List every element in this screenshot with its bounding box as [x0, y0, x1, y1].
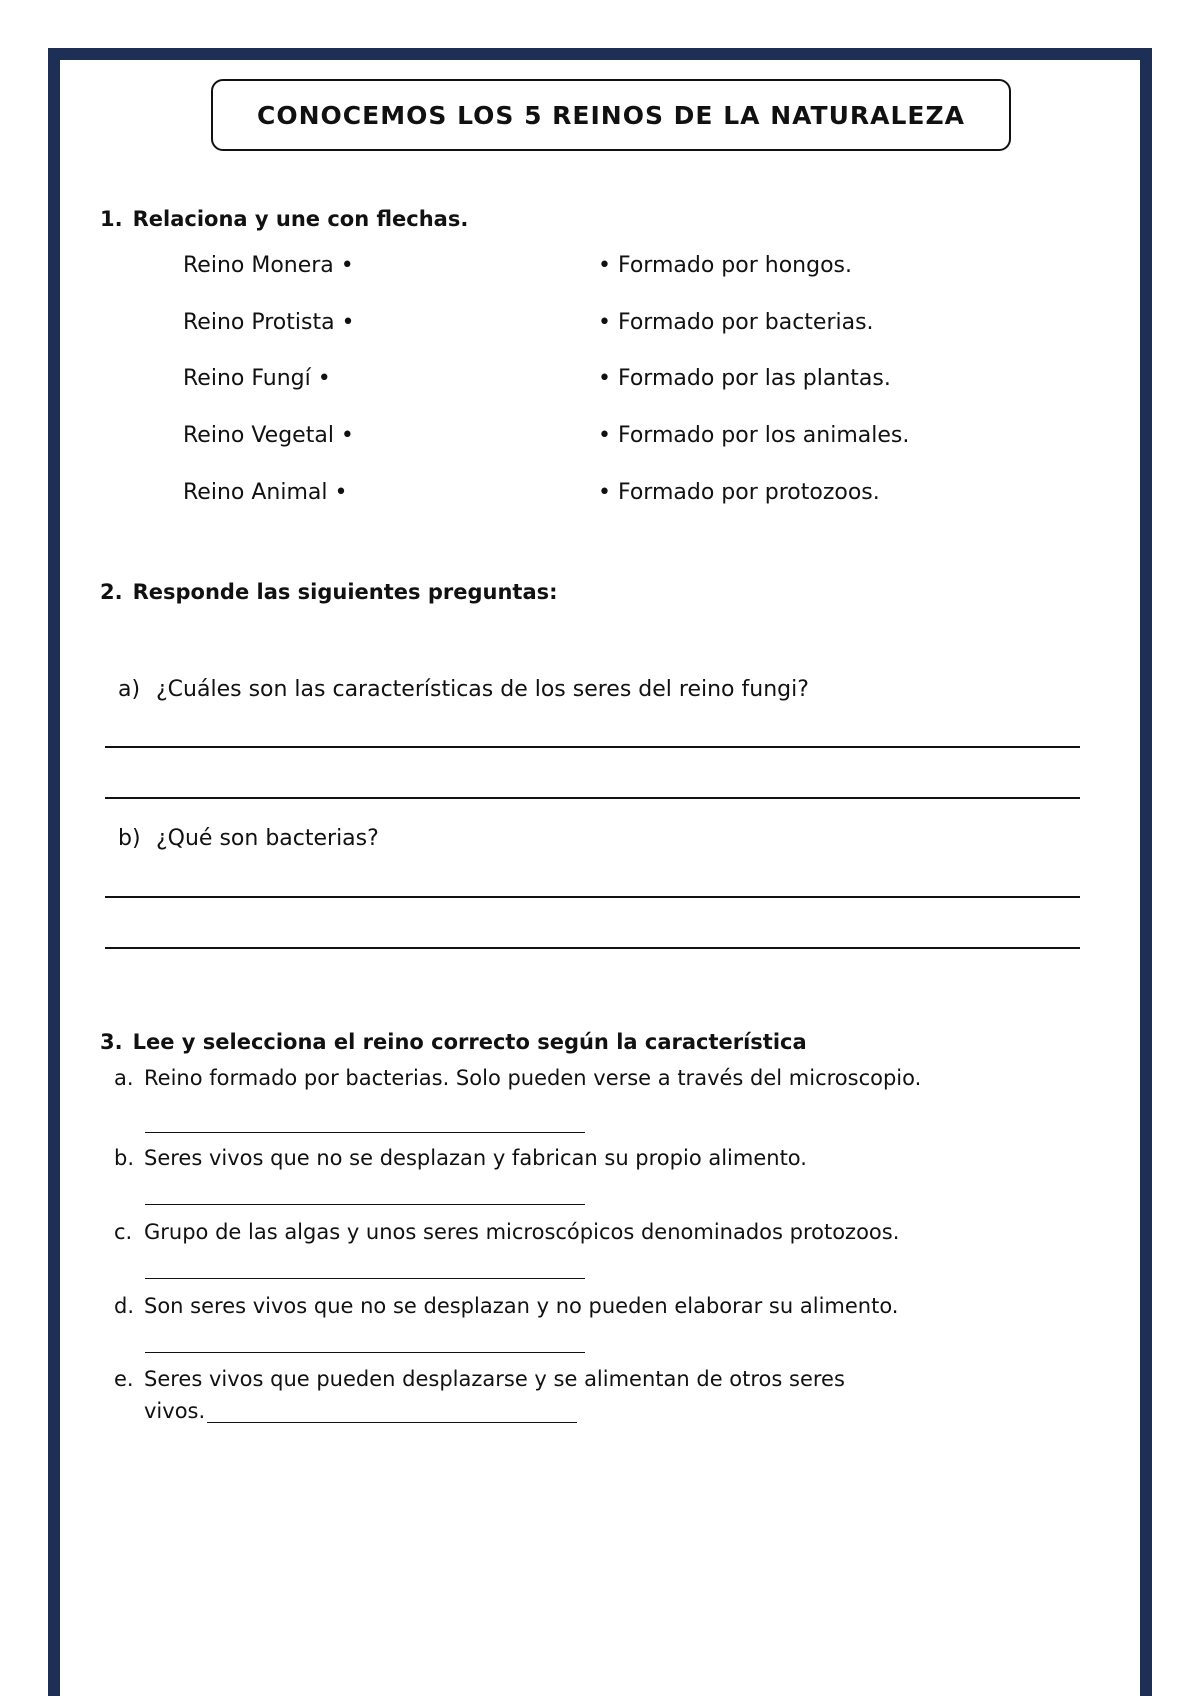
match-left-item[interactable]: Reino Monera • — [183, 253, 354, 278]
match-left-item[interactable]: Reino Protista • — [183, 310, 355, 335]
answer-blank[interactable] — [145, 1132, 585, 1133]
section-2-heading — [100, 580, 558, 604]
item-text-cont: vivos. — [144, 1399, 206, 1423]
item-c — [114, 1220, 899, 1244]
section-2-number: 2. — [100, 580, 123, 604]
item-label: c. — [114, 1220, 133, 1244]
section-3-number: 3. — [100, 1030, 123, 1054]
match-right-item[interactable]: • Formado por hongos. — [598, 253, 852, 278]
answer-blank[interactable] — [145, 1204, 585, 1205]
match-left-item[interactable]: Reino Vegetal • — [183, 423, 354, 448]
item-a — [114, 1066, 921, 1090]
item-b — [114, 1146, 807, 1170]
question-text: ¿Cuáles son las características de los seres del reino fungi? — [156, 677, 809, 702]
item-text: Son seres vivos que no se desplazan y no pueden elaborar su alimento. — [144, 1294, 899, 1318]
answer-line[interactable] — [105, 896, 1080, 898]
section-3-heading — [100, 1030, 807, 1054]
answer-blank[interactable] — [207, 1403, 577, 1423]
question-text: ¿Qué son bacterias? — [156, 826, 379, 851]
question-b — [118, 826, 379, 851]
worksheet-title: CONOCEMOS LOS 5 REINOS DE LA NATURALEZA — [211, 79, 1011, 151]
item-d — [114, 1294, 898, 1318]
item-label: d. — [114, 1294, 135, 1318]
section-1-number: 1. — [100, 207, 123, 231]
answer-line[interactable] — [105, 746, 1080, 748]
item-e — [114, 1367, 845, 1391]
page-border — [48, 48, 1152, 1696]
match-left-item[interactable]: Reino Animal • — [183, 480, 348, 505]
item-text: Grupo de las algas y unos seres microscópicos denominados protozoos. — [144, 1220, 900, 1244]
item-e-continuation — [144, 1399, 577, 1423]
answer-line[interactable] — [105, 947, 1080, 949]
answer-line[interactable] — [105, 797, 1080, 799]
item-text: Seres vivos que no se desplazan y fabrican su propio alimento. — [144, 1146, 807, 1170]
item-label: e. — [114, 1367, 134, 1391]
item-text: Seres vivos que pueden desplazarse y se alimentan de otros seres — [144, 1367, 845, 1391]
match-left-item[interactable]: Reino Fungí • — [183, 366, 331, 391]
section-2-instruction: Responde las siguientes preguntas: — [132, 580, 558, 604]
item-label: a. — [114, 1066, 134, 1090]
item-label: b. — [114, 1146, 135, 1170]
match-right-item[interactable]: • Formado por protozoos. — [598, 480, 880, 505]
match-right-item[interactable]: • Formado por bacterias. — [598, 310, 874, 335]
question-label: a) — [118, 677, 141, 702]
item-text: Reino formado por bacterias. Solo pueden verse a través del microscopio. — [144, 1066, 922, 1090]
question-a — [118, 677, 809, 702]
section-3-instruction: Lee y selecciona el reino correcto según la característica — [132, 1030, 807, 1054]
match-right-item[interactable]: • Formado por las plantas. — [598, 366, 891, 391]
match-right-item[interactable]: • Formado por los animales. — [598, 423, 910, 448]
section-1-heading — [100, 207, 468, 231]
answer-blank[interactable] — [145, 1278, 585, 1279]
question-label: b) — [118, 826, 141, 851]
section-1-instruction: Relaciona y une con flechas. — [132, 207, 469, 231]
answer-blank[interactable] — [145, 1352, 585, 1353]
